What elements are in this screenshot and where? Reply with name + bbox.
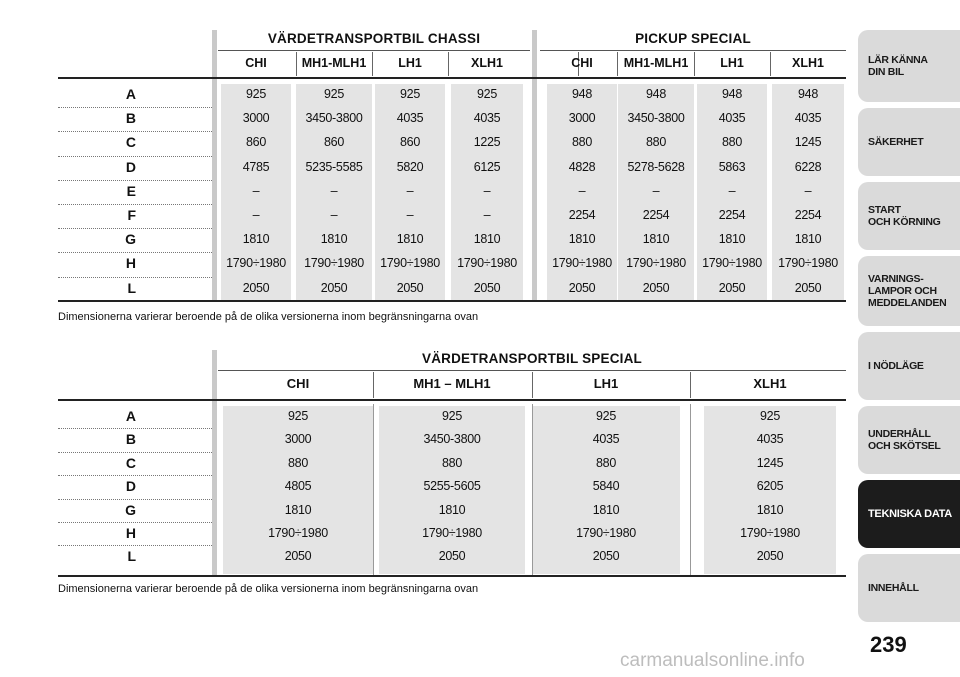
row-label: L: [127, 279, 136, 296]
table-cell: –: [578, 183, 586, 198]
column-header: CHI: [286, 376, 310, 391]
bottom-rule: [58, 575, 846, 577]
row-label: C: [125, 454, 136, 471]
table-cell: 1810: [320, 232, 348, 247]
table-cell: 925: [477, 87, 497, 101]
table-cell: 1790÷1980: [740, 526, 800, 540]
column-header: CHI: [571, 56, 593, 70]
header-separator: [532, 372, 533, 398]
table-cell: 2050: [396, 280, 424, 295]
row-label: A: [125, 86, 136, 102]
row-label: G: [125, 231, 136, 248]
column-header: LH1: [593, 376, 619, 391]
row-label: E: [126, 182, 136, 199]
table-cell: 1810: [438, 502, 466, 517]
sidebar-tab[interactable]: UNDERHÅLL OCH SKÖTSEL: [858, 406, 960, 474]
table-cell: 1790÷1980: [422, 526, 482, 540]
header-rule: [58, 77, 846, 79]
table-cell: 1810: [568, 232, 596, 247]
table-cell: –: [330, 183, 338, 198]
table-cell: 5840: [592, 479, 620, 494]
header-separator: [373, 372, 374, 398]
footnote: Dimensionerna varierar beroende på de olika versionerna inom begränsningarna ovan: [58, 583, 479, 595]
table-cell: 1245: [756, 455, 784, 470]
table-cell: 880: [722, 135, 742, 150]
table-cell: 2050: [794, 280, 822, 295]
table-cell: 1225: [473, 135, 501, 150]
table-cell: 2050: [592, 549, 620, 564]
sidebar-tab[interactable]: SÄKERHET: [858, 108, 960, 176]
row-divider: [58, 204, 212, 205]
table-cell: 2254: [642, 208, 670, 222]
table-cell: –: [406, 183, 414, 198]
table-cell: 925: [246, 87, 266, 101]
table-cell: 1790÷1980: [576, 526, 636, 540]
table-cell: 925: [400, 87, 420, 101]
row-divider: [58, 277, 212, 278]
table-cell: –: [252, 183, 260, 198]
table-cell: 1810: [473, 232, 501, 247]
table-cell: 1810: [284, 502, 312, 517]
table-cell: 5255-5605: [423, 479, 481, 494]
table-cell: 4035: [473, 111, 501, 126]
header-separator: [690, 372, 691, 398]
sidebar-tab[interactable]: VARNINGS- LAMPOR OCH MEDDELANDEN: [858, 256, 960, 326]
table-cell: 925: [596, 409, 616, 423]
table-cell: 3000: [568, 111, 596, 126]
table-cell: 4785: [242, 159, 270, 174]
row-divider: [58, 499, 212, 500]
table-cell: 1810: [242, 232, 270, 247]
table-cell: 2050: [438, 549, 466, 564]
table-cell: 2254: [568, 208, 596, 222]
row-divider: [58, 428, 212, 429]
column-header: CHI: [245, 56, 267, 70]
column-header: MH1-MLH1: [623, 56, 689, 70]
header-rule: [58, 399, 846, 401]
row-label: D: [125, 478, 136, 495]
table-cell: 880: [596, 455, 616, 470]
table-cell: –: [483, 183, 491, 198]
group-title: PICKUP SPECIAL: [635, 31, 751, 46]
sidebar-tab[interactable]: I NÖDLÄGE: [858, 332, 960, 400]
table-cell: 925: [324, 87, 344, 101]
table-cell: 2050: [284, 549, 312, 564]
table-cell: 948: [722, 87, 742, 101]
bottom-rule: [58, 300, 846, 302]
column-header: XLH1: [471, 56, 503, 70]
table-cell: 5235-5585: [305, 159, 363, 174]
row-divider: [58, 180, 212, 181]
table-cell: 948: [572, 87, 592, 101]
table-cell: 1790÷1980: [626, 256, 686, 271]
sidebar-tab[interactable]: TEKNISKA DATA: [858, 480, 960, 548]
footnote: Dimensionerna varierar beroende på de olika versionerna inom begränsningarna ovan: [58, 311, 479, 323]
chapter-sidebar: [858, 0, 960, 677]
table-cell: 1810: [794, 232, 822, 247]
table-cell: 6205: [756, 479, 784, 494]
table-cell: 1790÷1980: [457, 256, 517, 271]
table-cell: –: [330, 208, 338, 222]
table-cell: 5278-5628: [627, 159, 685, 174]
row-label: H: [125, 255, 136, 272]
table-cell: 860: [246, 135, 266, 150]
row-label: G: [125, 501, 136, 518]
table-cell: 4035: [592, 432, 620, 447]
table-cell: 2050: [756, 549, 784, 564]
table-cell: 880: [288, 455, 308, 470]
table-cell: 4805: [284, 479, 312, 494]
table-cell: 5820: [396, 159, 424, 174]
page-number: 239: [870, 632, 907, 657]
column-separator: [532, 404, 533, 576]
column-header: LH1: [720, 56, 744, 70]
table-cell: –: [483, 208, 491, 222]
row-divider: [58, 452, 212, 453]
table-cell: 1790÷1980: [304, 256, 364, 271]
table-cell: 3000: [284, 432, 312, 447]
table-cell: 2050: [320, 280, 348, 295]
table-cell: 1245: [794, 135, 822, 150]
table-cell: 2254: [794, 208, 822, 222]
table-cell: 1810: [592, 502, 620, 517]
column-header: MH1 – MLH1: [413, 376, 491, 391]
column-header: XLH1: [792, 56, 824, 70]
column-header: MH1-MLH1: [301, 56, 367, 70]
row-label: F: [127, 207, 136, 223]
table-cell: –: [728, 183, 736, 198]
row-divider: [58, 545, 212, 546]
table-cell: 1810: [642, 232, 670, 247]
row-label: A: [125, 408, 136, 424]
table-cell: 3450-3800: [423, 432, 481, 447]
table-cell: 880: [572, 135, 592, 150]
table-cell: 1810: [396, 232, 424, 247]
table-cell: 860: [324, 135, 344, 150]
table-cell: –: [804, 183, 812, 198]
table-cell: 1790÷1980: [380, 256, 440, 271]
column-separator: [690, 404, 691, 576]
group-bar: [532, 30, 537, 302]
table-cell: 2050: [718, 280, 746, 295]
table-cell: 6125: [473, 159, 501, 174]
row-divider: [58, 228, 212, 229]
table-cell: 6228: [794, 159, 822, 174]
row-label: D: [125, 158, 136, 175]
table-cell: 3450-3800: [305, 111, 363, 126]
table-cell: 925: [442, 409, 462, 423]
sidebar-tab[interactable]: LÄR KÄNNA DIN BIL: [858, 30, 960, 102]
table-cell: 4035: [794, 111, 822, 126]
table-cell: 5863: [718, 159, 746, 174]
row-label: H: [125, 525, 136, 541]
row-label: L: [127, 548, 136, 565]
table-cell: 2050: [242, 280, 270, 295]
table-cell: 3000: [242, 111, 270, 126]
table-cell: 948: [646, 87, 666, 101]
table-cell: 4035: [718, 111, 746, 126]
table-cell: –: [652, 183, 660, 198]
table-cell: 4828: [568, 159, 596, 174]
table-cell: –: [252, 208, 260, 222]
row-label: C: [125, 134, 136, 151]
table-cell: 2050: [642, 280, 670, 295]
table-cell: 2050: [473, 280, 501, 295]
table-cell: 1790÷1980: [778, 256, 838, 271]
row-label: B: [125, 110, 136, 127]
table-cell: 880: [646, 135, 666, 150]
table-cell: 2050: [568, 280, 596, 295]
table-cell: 3450-3800: [627, 111, 685, 126]
row-divider: [58, 522, 212, 523]
table-cell: 1790÷1980: [702, 256, 762, 271]
table-cell: 948: [798, 87, 818, 101]
title-underline: [540, 50, 846, 51]
table-cell: 1790÷1980: [268, 526, 328, 540]
sidebar-tab[interactable]: START OCH KÖRNING: [858, 182, 960, 250]
table-cell: 2254: [718, 208, 746, 222]
title-underline: [218, 50, 530, 51]
row-divider: [58, 107, 212, 108]
table-cell: 1810: [718, 232, 746, 247]
row-divider: [58, 252, 212, 253]
table-cell: 1810: [756, 502, 784, 517]
table-cell: 1790÷1980: [226, 256, 286, 271]
title-underline: [218, 370, 846, 371]
table-cell: 860: [400, 135, 420, 150]
table-cell: 925: [288, 409, 308, 423]
watermark-text: carmanualsonline.info: [620, 650, 805, 671]
table-cell: 880: [442, 455, 462, 470]
row-label: B: [125, 431, 136, 448]
column-separator: [373, 404, 374, 576]
row-divider: [58, 475, 212, 476]
sidebar-tab[interactable]: INNEHÅLL: [858, 554, 960, 622]
group-title: VÄRDETRANSPORTBIL CHASSI: [267, 31, 481, 46]
table-cell: 4035: [396, 111, 424, 126]
column-header: LH1: [398, 56, 422, 70]
group-bar: [212, 350, 217, 576]
column-header: XLH1: [753, 376, 787, 391]
table-cell: 1790÷1980: [552, 256, 612, 271]
row-divider: [58, 156, 212, 157]
group-title: VÄRDETRANSPORTBIL SPECIAL: [421, 351, 643, 366]
row-divider: [58, 131, 212, 132]
table-cell: 4035: [756, 432, 784, 447]
table-cell: 925: [760, 409, 780, 423]
table-cell: –: [406, 208, 414, 222]
